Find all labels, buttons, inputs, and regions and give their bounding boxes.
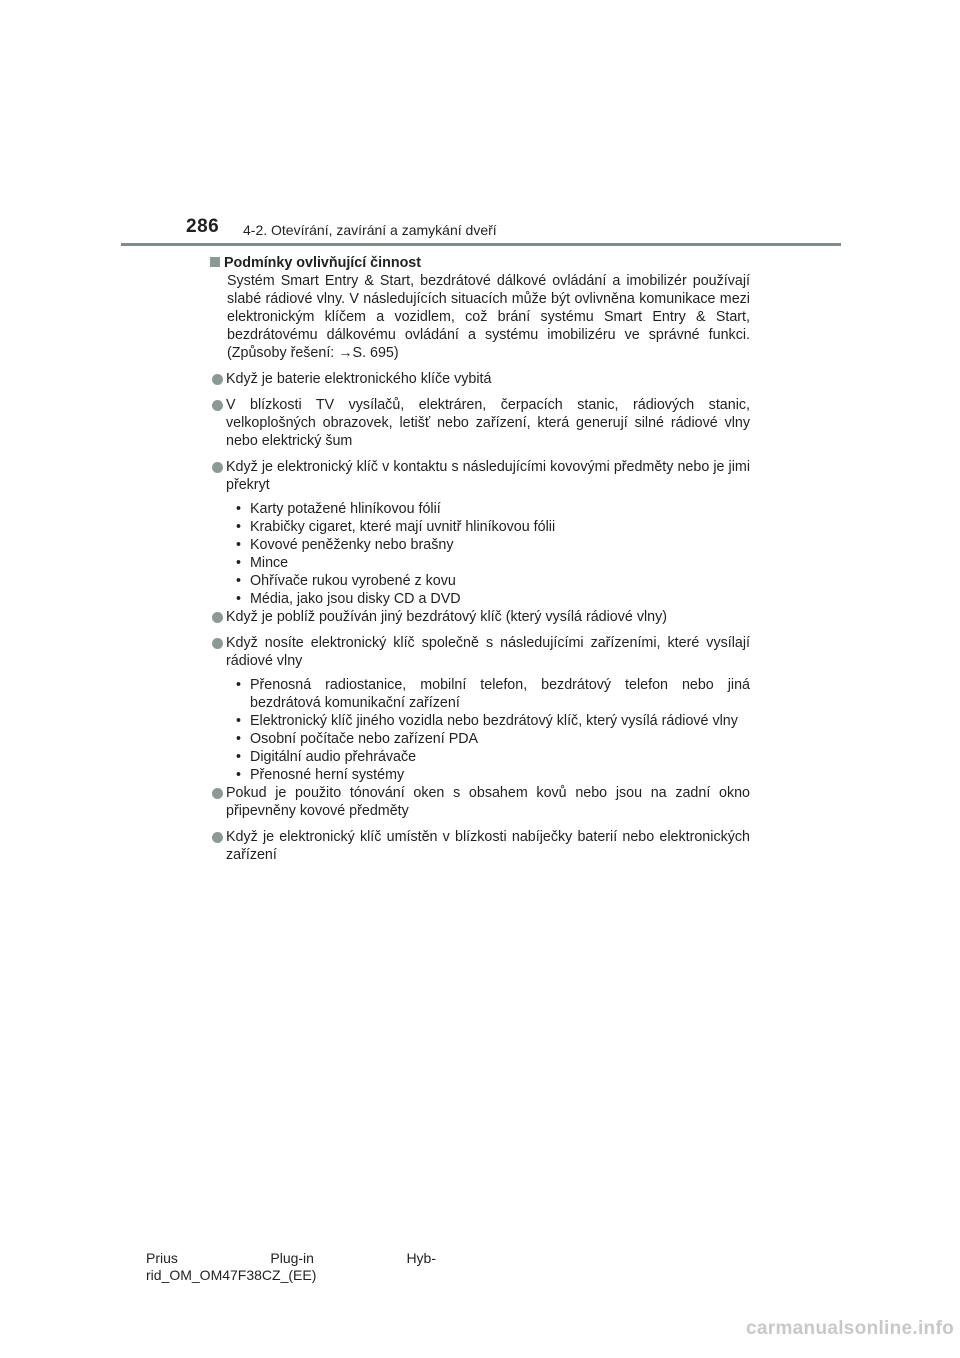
main-content: [210, 254, 750, 872]
list-item-text: Když je elektronický klíč umístěn v blízkosti nabíječky baterií nebo elektronických zařízení: [226, 829, 750, 863]
watermark: carmanualsonline.info: [746, 1318, 954, 1339]
sub-list-item: • Digitální audio přehrávače: [236, 748, 750, 766]
sub-list-item: • Karty potažené hliníkovou fólií: [236, 500, 750, 518]
circle-bullet-icon: [212, 832, 223, 843]
sub-list-item: • Elektronický klíč jiného vozidla nebo bezdrátový klíč, který vysílá rádiové vlny: [236, 712, 750, 730]
sub-list-item: • Přenosné herní systémy: [236, 766, 750, 784]
footer-doc-id: [146, 1250, 436, 1284]
heading-text: Podmínky ovlivňující činnost: [224, 255, 422, 271]
footer-model: Prius: [146, 1250, 178, 1266]
list-item: [210, 828, 750, 864]
section-title: 4-2. Otevírání, zavírání a zamykání dveří: [243, 222, 497, 238]
list-item: [210, 784, 750, 820]
list-item: [210, 458, 750, 494]
sub-list-item: • Mince: [236, 554, 750, 572]
circle-bullet-icon: [212, 462, 223, 473]
sub-list-item: • Média, jako jsou disky CD a DVD: [236, 590, 750, 608]
circle-bullet-icon: [212, 612, 223, 623]
list-item-text: Když nosíte elektronický klíč společně s následujícími zařízeními, které vysílají rádiové vlny: [226, 635, 750, 669]
list-item: [210, 608, 750, 626]
sub-list: [236, 500, 750, 608]
page-number: 286: [186, 216, 220, 237]
list-item: [210, 370, 750, 388]
list-item-text: Pokud je použito tónování oken s obsahem kovů nebo jsou na zadní okno připevněny kovové předměty: [226, 785, 750, 819]
list-item-text: Když je elektronický klíč v kontaktu s následujícími kovovými předměty nebo je jimi překryt: [226, 459, 750, 493]
list-item-text: V blízkosti TV vysílačů, elektráren, čerpacích stanic, rádiových stanic, velkoplošných obrazovek, letišť nebo zařízení, která generují silné rádiové vlny nebo elektrický šum: [226, 397, 750, 449]
circle-bullet-icon: [212, 788, 223, 799]
list-item-text: Když je poblíž používán jiný bezdrátový klíč (který vysílá rádiové vlny): [226, 609, 668, 625]
sub-list-item: • Osobní počítače nebo zařízení PDA: [236, 730, 750, 748]
sub-list: [236, 676, 750, 784]
header-rule: [121, 243, 841, 246]
list-item-text: Když je baterie elektronického klíče vybitá: [226, 371, 492, 387]
footer-variant: Plug-in: [270, 1250, 314, 1266]
section-heading: [210, 254, 750, 272]
circle-bullet-icon: [212, 400, 223, 411]
circle-bullet-icon: [212, 638, 223, 649]
sub-list-item: • Ohřívače rukou vyrobené z kovu: [236, 572, 750, 590]
sub-list-item: • Krabičky cigaret, které mají uvnitř hliníkovou fólii: [236, 518, 750, 536]
intro-paragraph: Systém Smart Entry & Start, bezdrátové dálkové ovládání a imobilizér používají slabé rádiové vlny. V následujících situacích může být ovlivněna komunikace mezi elektronickým klíčem a vozidlem, což brání systému Smart Entry & Start, bezdrátovému dálkovému ovládání a systému imobilizéru ve správné funkci. (Způsoby řešení: →S. 695): [227, 273, 750, 361]
square-bullet-icon: [210, 257, 220, 267]
circle-bullet-icon: [212, 374, 223, 385]
footer-hyb: Hyb-: [406, 1250, 436, 1266]
sub-list-item: • Přenosná radiostanice, mobilní telefon, bezdrátový telefon nebo jiná bezdrátová komunikační zařízení: [236, 676, 750, 712]
list-item: [210, 634, 750, 670]
footer-code: rid_OM_OM47F38CZ_(EE): [146, 1267, 317, 1283]
list-item: [210, 396, 750, 450]
sub-list-item: • Kovové peněženky nebo brašny: [236, 536, 750, 554]
